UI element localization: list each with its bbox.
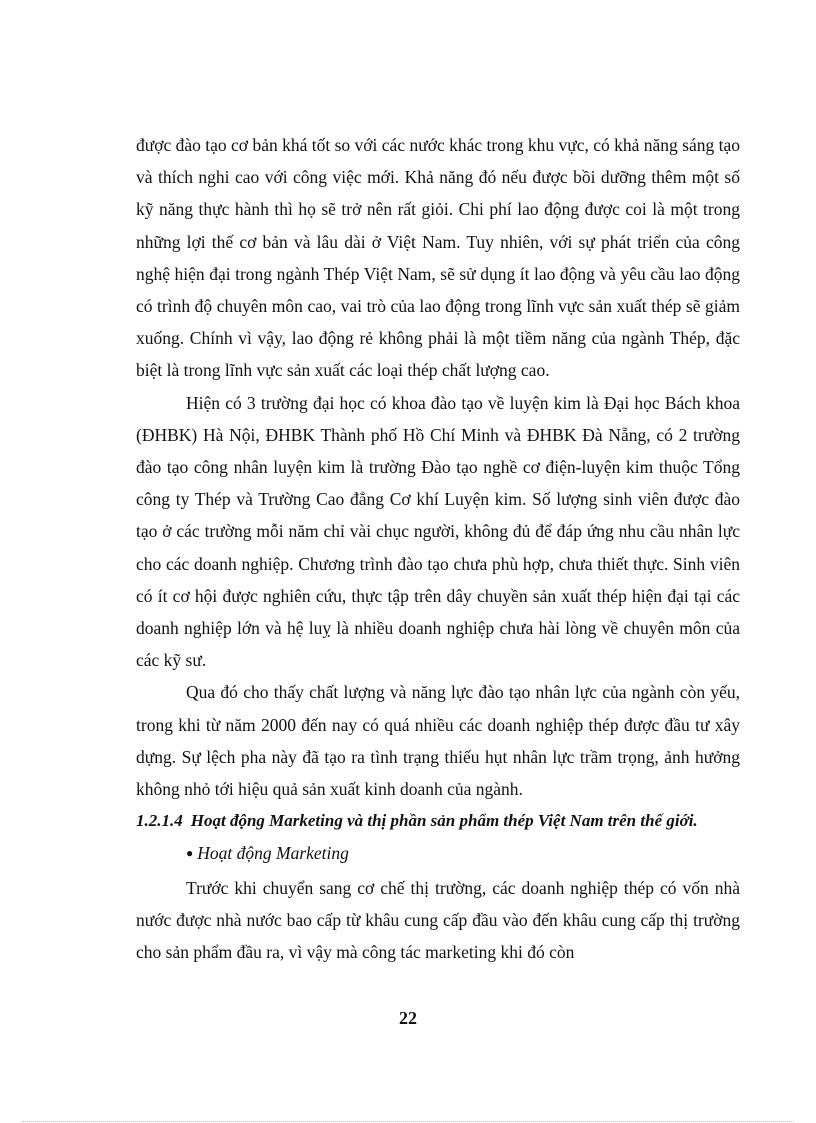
paragraph-labor-cost: được đào tạo cơ bản khá tốt so với các nước khác trong khu vực, có khả năng sáng tạo và thích nghi cao với công việc mới. Khả năng đó nếu được bồi dưỡng thêm một số kỹ năng thực hành thì họ sẽ trở nên rất giỏi. Chi phí lao động được coi là một trong những lợi thế cơ bản và lâu dài ở Việt Nam. Tuy nhiên, với sự phát triển của công nghệ hiện đại trong ngành Thép Việt Nam, sẽ sử dụng ít lao động và yêu cầu lao động có trình độ chuyên môn cao, vai trò của lao động trong lĩnh vực sản xuất thép sẽ giảm xuống. Chính vì vậy, lao động rẻ không phải là một tiềm năng của ngành Thép, đặc biệt là trong lĩnh vực sản xuất các loại thép chất lượng cao.	[136, 135, 740, 381]
paragraph-training-quality: Qua đó cho thấy chất lượng và năng lực đào tạo nhân lực của ngành còn yếu, trong khi từ năm 2000 đến nay có quá nhiều các doanh nghiệp thép được đầu tư xây dựng. Sự lệch pha này đã tạo ra tình trạng thiếu hụt nhân lực trầm trọng, ảnh hưởng không nhỏ tới hiệu quả sản xuất kinh doanh của ngành.	[136, 682, 740, 800]
section-title: Hoạt động Marketing và thị phần sản phẩm thép Việt Nam trên thế giới.	[190, 811, 698, 831]
section-heading	[136, 805, 740, 837]
page-body	[136, 129, 740, 968]
bullet-item	[136, 837, 740, 871]
page-number: 22	[399, 1008, 417, 1028]
paragraph-training-institutions: Hiện có 3 trường đại học có khoa đào tạo về luyện kim là Đại học Bách khoa (ĐHBK) Hà Nội, ĐHBK Thành phố Hồ Chí Minh và ĐHBK Đà Nẵng, có 2 trường đào tạo công nhân luyện kim là trường Đào tạo nghề cơ điện-luyện kim thuộc Tổng công ty Thép và Trường Cao đẳng Cơ khí Luyện kim. Số lượng sinh viên được đào tạo ở các trường mỗi năm chỉ vài chục người, không đủ để đáp ứng nhu cầu nhân lực cho các doanh nghiệp. Chương trình đào tạo chưa phù hợp, chưa thiết thực. Sinh viên có ít cơ hội được nghiên cứu, thực tập trên dây chuyền sản xuất thép hiện đại tại các doanh nghiệp lớn và hệ luỵ là nhiều doanh nghiệp chưa hài lòng về chuyên môn của các kỹ sư.	[136, 392, 740, 671]
bullet-icon: ●	[186, 846, 194, 861]
section-number: 1.2.1.4	[136, 811, 183, 831]
bullet-text: Hoạt động Marketing	[197, 843, 349, 864]
paragraph-marketing: Trước khi chuyển sang cơ chế thị trường, các doanh nghiệp thép có vốn nhà nước được nhà nước bao cấp từ khâu cung cấp đầu vào đến khâu cung cấp thị trường cho sản phẩm đầu ra, vì vậy mà công tác marketing khi đó còn	[136, 877, 740, 963]
page-bottom-divider	[22, 1121, 794, 1122]
